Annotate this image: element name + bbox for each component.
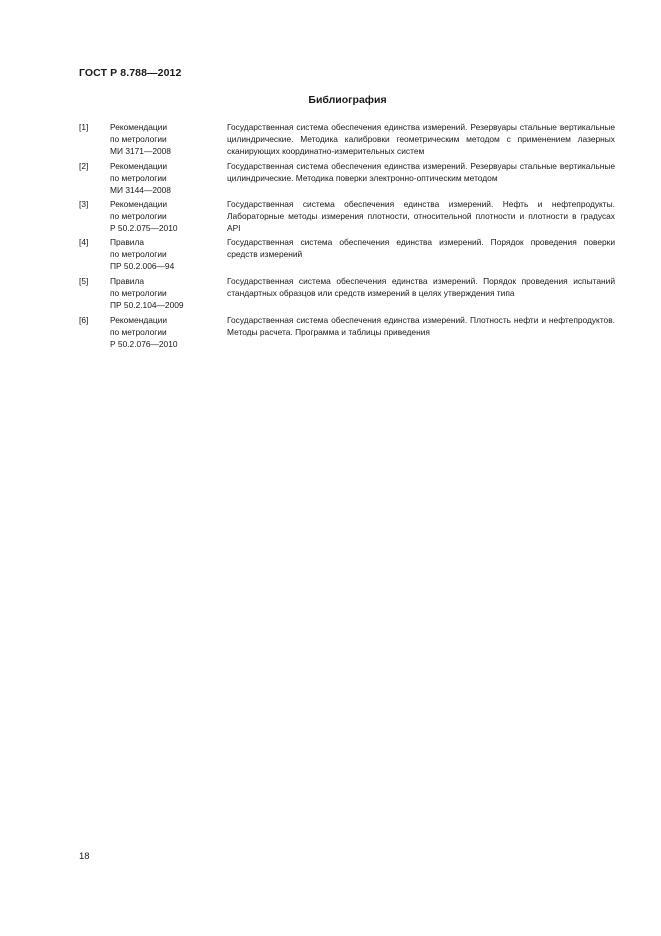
reference-type: Правила xyxy=(110,276,145,286)
bibliography-entry xyxy=(79,160,615,198)
reference-code: Р 50.2.076—2010 xyxy=(110,339,178,349)
entry-description: Государственная система обеспечения единства измерений. Резервуары стальные вертикальные цилиндрические. Методика поверки электронно-оптическим методом xyxy=(227,161,615,183)
entry-description: Государственная система обеспечения единства измерений. Порядок проведения испытаний стандартных образцов или средств измерений в целях утверждения типа xyxy=(227,276,615,298)
entry-description: Государственная система обеспечения единства измерений. Плотность нефти и нефтепродуктов. Методы расчета. Программа и таблицы приведения xyxy=(227,315,615,337)
entry-reference xyxy=(110,275,220,311)
reference-scope: по метрологии xyxy=(110,211,167,221)
reference-code: МИ 3171—2008 xyxy=(110,146,171,156)
entry-reference xyxy=(110,160,220,196)
page-number: 18 xyxy=(79,851,90,862)
entry-reference xyxy=(110,314,220,350)
bibliography-entry xyxy=(79,121,615,160)
reference-code: ПР 50.2.104—2009 xyxy=(110,300,184,310)
entry-number: [3] xyxy=(79,199,89,209)
entry-reference xyxy=(110,236,220,272)
reference-code: ПР 50.2.006—94 xyxy=(110,261,175,271)
reference-type: Правила xyxy=(110,237,145,247)
bibliography-entry xyxy=(79,275,615,314)
reference-type: Рекомендации xyxy=(110,315,168,325)
document-code-header: ГОСТ Р 8.788—2012 xyxy=(79,67,182,79)
entry-description: Государственная система обеспечения единства измерений. Резервуары стальные вертикальные цилиндрические. Методика калибровки геометрическим методом с применением лазерных сканирующих координатно-измерительных систем xyxy=(227,122,615,156)
entry-number: [2] xyxy=(79,161,89,171)
entry-reference xyxy=(110,121,220,157)
entry-description: Государственная система обеспечения единства измерений. Нефть и нефтепродукты. Лабораторные методы измерения плотности, относительной плотности и плотности в градусах API xyxy=(227,199,615,233)
bibliography-entry xyxy=(79,314,615,354)
reference-scope: по метрологии xyxy=(110,134,167,144)
entry-number: [5] xyxy=(79,276,89,286)
entry-number: [1] xyxy=(79,122,89,132)
reference-type: Рекомендации xyxy=(110,199,168,209)
reference-code: МИ 3144—2008 xyxy=(110,185,171,195)
reference-scope: по метрологии xyxy=(110,288,167,298)
reference-type: Рекомендации xyxy=(110,161,168,171)
bibliography-entry xyxy=(79,198,615,236)
bibliography-entry xyxy=(79,236,615,275)
bibliography-list xyxy=(79,121,615,354)
bibliography-title: Библиография xyxy=(308,94,387,106)
reference-scope: по метрологии xyxy=(110,327,167,337)
entry-description: Государственная система обеспечения единства измерений. Порядок проведения поверки средств измерений xyxy=(227,237,615,259)
reference-code: Р 50.2.075—2010 xyxy=(110,223,178,233)
entry-number: [4] xyxy=(79,237,89,247)
reference-scope: по метрологии xyxy=(110,173,167,183)
reference-type: Рекомендации xyxy=(110,122,168,132)
entry-reference xyxy=(110,198,220,234)
reference-scope: по метрологии xyxy=(110,249,167,259)
entry-number: [6] xyxy=(79,315,89,325)
